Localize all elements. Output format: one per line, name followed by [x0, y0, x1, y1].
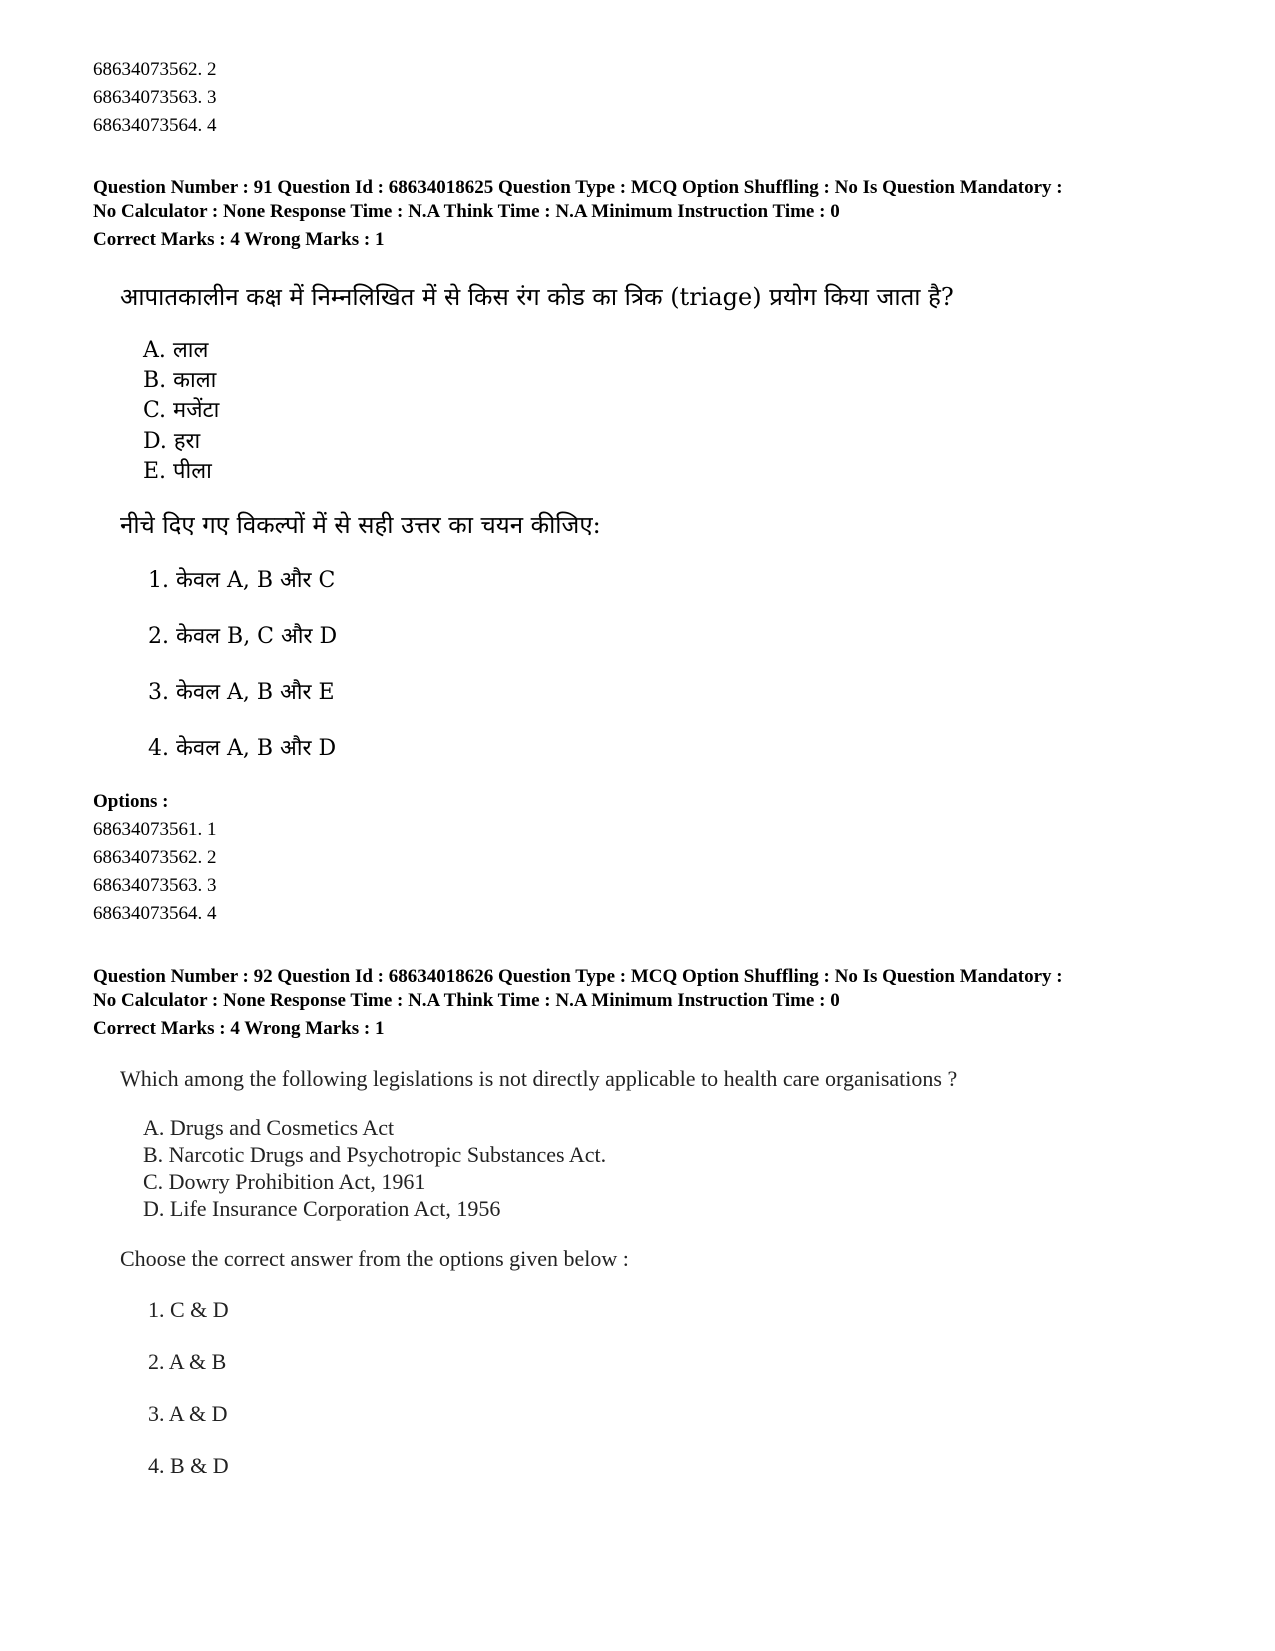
option-line: 68634073562. 2 — [93, 847, 217, 868]
q92-item: A. Drugs and Cosmetics Act — [143, 1115, 395, 1140]
q91-item: E. पीला — [143, 459, 212, 484]
q92-answer: 3. A & D — [148, 1401, 228, 1426]
q92-item: D. Life Insurance Corporation Act, 1956 — [143, 1196, 501, 1221]
option-line: 68634073564. 4 — [93, 903, 217, 924]
q91-meta-line2: No Calculator : None Response Time : N.A Think Time : N.A Minimum Instruction Time : 0 — [93, 201, 840, 222]
q91-item: D. हरा — [143, 429, 201, 454]
q91-meta-line1: Question Number : 91 Question Id : 68634018625 Question Type : MCQ Option Shuffling : No Is Question Mandatory : — [93, 177, 1063, 198]
q91-answer: 3. केवल A, B और E — [148, 680, 335, 705]
q92-meta-line2: No Calculator : None Response Time : N.A Think Time : N.A Minimum Instruction Time : 0 — [93, 990, 840, 1011]
q92-question: Which among the following legislations is not directly applicable to health care organisations ? — [120, 1066, 958, 1091]
q92-item: B. Narcotic Drugs and Psychotropic Substances Act. — [143, 1142, 607, 1167]
q91-options-label: Options : — [93, 791, 169, 812]
option-line: 68634073562. 2 — [93, 59, 217, 80]
q91-item: A. लाल — [143, 338, 209, 363]
q91-answer: 4. केवल A, B और D — [148, 736, 337, 761]
q91-item: B. काला — [143, 368, 217, 393]
q92-meta-line1: Question Number : 92 Question Id : 68634018626 Question Type : MCQ Option Shuffling : No Is Question Mandatory : — [93, 966, 1063, 987]
q91-question: आपातकालीन कक्ष में निम्नलिखित में से किस रंग कोड का त्रिक (triage) प्रयोग किया जाता है? — [120, 283, 954, 311]
option-line: 68634073563. 3 — [93, 87, 217, 108]
q91-answer: 1. केवल A, B और C — [148, 568, 336, 593]
q91-instruction: नीचे दिए गए विकल्पों में से सही उत्तर का चयन कीजिए: — [120, 511, 601, 539]
option-line: 68634073563. 3 — [93, 875, 217, 896]
q91-marks: Correct Marks : 4 Wrong Marks : 1 — [93, 229, 385, 250]
q91-item: C. मजेंटा — [143, 398, 220, 423]
q92-marks: Correct Marks : 4 Wrong Marks : 1 — [93, 1018, 385, 1039]
q92-answer: 2. A & B — [148, 1349, 227, 1374]
q92-item: C. Dowry Prohibition Act, 1961 — [143, 1169, 426, 1194]
option-line: 68634073561. 1 — [93, 819, 217, 840]
q91-answer: 2. केवल B, C और D — [148, 624, 338, 649]
option-line: 68634073564. 4 — [93, 115, 217, 136]
q92-answer: 1. C & D — [148, 1297, 229, 1322]
q92-answer: 4. B & D — [148, 1453, 229, 1478]
q92-instruction: Choose the correct answer from the options given below : — [120, 1246, 629, 1271]
